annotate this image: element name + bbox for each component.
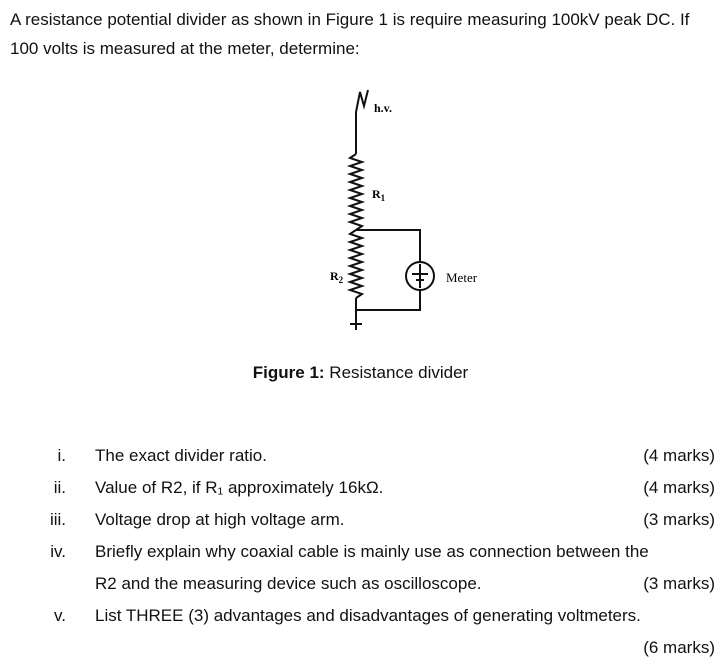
question-text: The exact divider ratio.	[95, 446, 267, 465]
question-number: iii.	[49, 510, 66, 529]
question-item	[0, 540, 721, 564]
meter-bottom-wire	[356, 290, 420, 310]
figure-caption	[0, 363, 721, 383]
question-marks: (3 marks)	[643, 574, 715, 593]
resistor-r2	[350, 230, 362, 298]
question-text: Value of R2, if R₁ approximately 16kΩ.	[95, 478, 384, 497]
question-item	[0, 444, 721, 468]
question-marks: (6 marks)	[643, 638, 715, 657]
question-number: v.	[54, 606, 66, 625]
resistance-divider-figure	[300, 84, 500, 354]
question-marks: (4 marks)	[643, 478, 715, 497]
question-text-continued: R2 and the measuring device such as oscilloscope.	[95, 574, 482, 593]
question-item	[0, 604, 721, 628]
question-marks-row	[0, 636, 721, 660]
question-number: i.	[57, 446, 66, 465]
question-text: List THREE (3) advantages and disadvantages of generating voltmeters.	[95, 606, 641, 625]
question-marks: (3 marks)	[643, 510, 715, 529]
meter-label: Meter	[446, 270, 478, 285]
question-intro: A resistance potential divider as shown in Figure 1 is require measuring 100kV peak DC. If 100 volts is measured at the meter, determine:	[10, 10, 690, 58]
question-text: Briefly explain why coaxial cable is mainly use as connection between the	[95, 542, 649, 561]
question-text: Voltage drop at high voltage arm.	[95, 510, 345, 529]
caption-label: Figure 1:	[252, 363, 325, 382]
resistor-r1	[350, 154, 362, 230]
question-continuation	[0, 572, 721, 596]
hv-label: h.v.	[374, 101, 393, 115]
r1-label: $R_1$	[372, 187, 386, 203]
question-item	[0, 476, 721, 500]
hv-terminal-symbol	[356, 90, 368, 112]
caption-text: Resistance divider	[324, 363, 469, 382]
meter-top-wire	[356, 230, 420, 262]
question-marks: (4 marks)	[643, 446, 715, 465]
question-number: ii.	[53, 478, 66, 497]
r2-label: $R_2$	[330, 269, 344, 285]
question-item	[0, 508, 721, 532]
question-number: iv.	[50, 542, 66, 561]
